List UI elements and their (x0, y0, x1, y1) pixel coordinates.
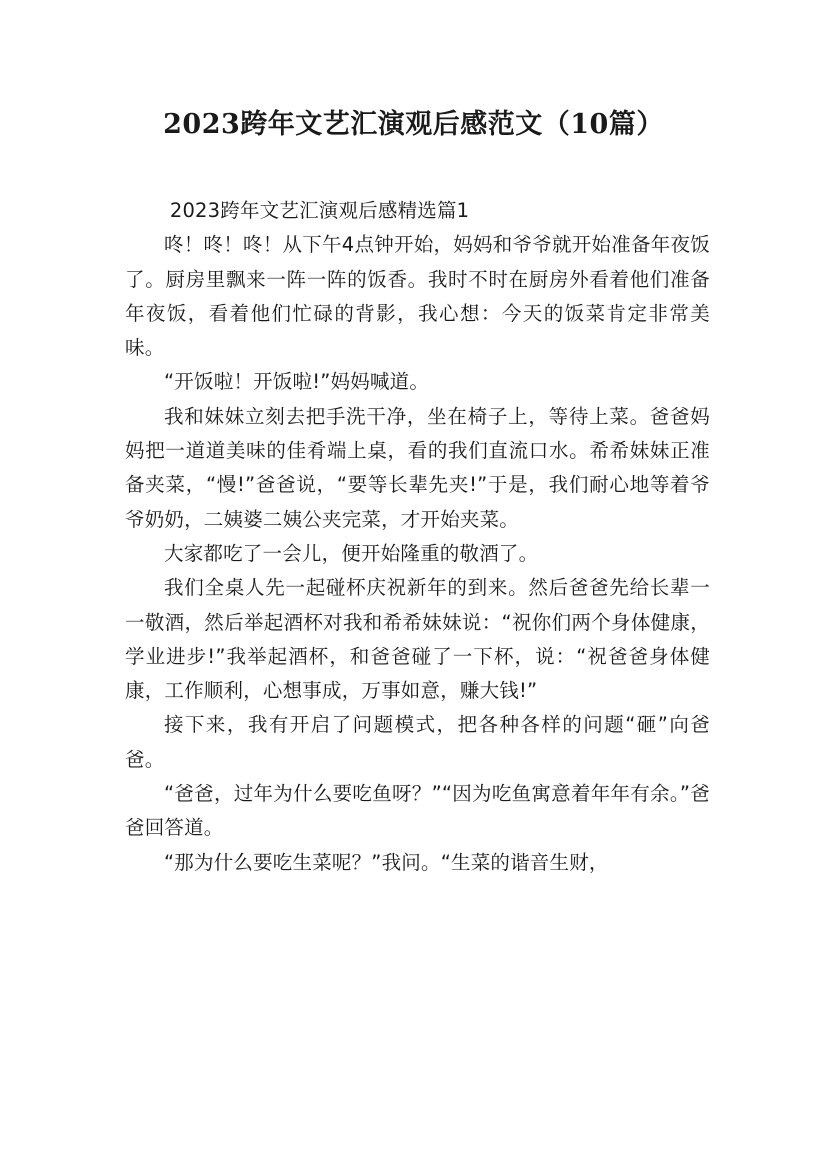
paragraph: “爸爸，过年为什么要吃鱼呀？”“因为吃鱼寓意着年年有余。”爸爸回答道。 (125, 782, 710, 840)
paragraph: “开饭啦！开饭啦!”妈妈喊道。 (164, 370, 430, 394)
paragraph: 接下来，我有开启了问题模式，把各种各样的问题“砸”向爸爸。 (125, 713, 710, 771)
section-heading: 2023跨年文艺汇演观后感精选篇1 (169, 199, 470, 222)
document-title: 2023跨年文艺汇演观后感范文（10篇） (163, 109, 664, 140)
paragraph: 我和妹妹立刻去把手洗干净，坐在椅子上，等待上菜。爸爸妈妈把一道道美味的佳肴端上桌，看的我们直流口水。希希妹妹正准备夹菜，“慢!”爸爸说，“要等长辈先夹!”于是，我们耐心地等着爷爷奶奶，二姨婆二姨公夹完菜，才开始夹菜。 (125, 404, 710, 531)
paragraph: 大家都吃了一会儿，便开始隆重的敬酒了。 (164, 541, 539, 565)
document-body (125, 194, 710, 880)
paragraph: 我们全桌人先一起碰杯庆祝新年的到来。然后爸爸先给长辈一一敬酒，然后举起酒杯对我和希希妹妹说：“祝你们两个身体健康，学业进步!”我举起酒杯，和爸爸碰了一下杯，说：“祝爸爸身体健康，工作顺利，心想事成，万事如意，赚大钱!” (125, 576, 710, 703)
paragraph: 咚！咚！咚！从下午4点钟开始，妈妈和爷爷就开始准备年夜饭了。厨房里飘来一阵一阵的饭香。我时不时在厨房外看着他们准备年夜饭，看着他们忙碌的背影，我心想：今天的饭菜肯定非常美味。 (125, 233, 710, 360)
paragraph: “那为什么要吃生菜呢？”我问。“生菜的谐音生财， (164, 850, 609, 874)
